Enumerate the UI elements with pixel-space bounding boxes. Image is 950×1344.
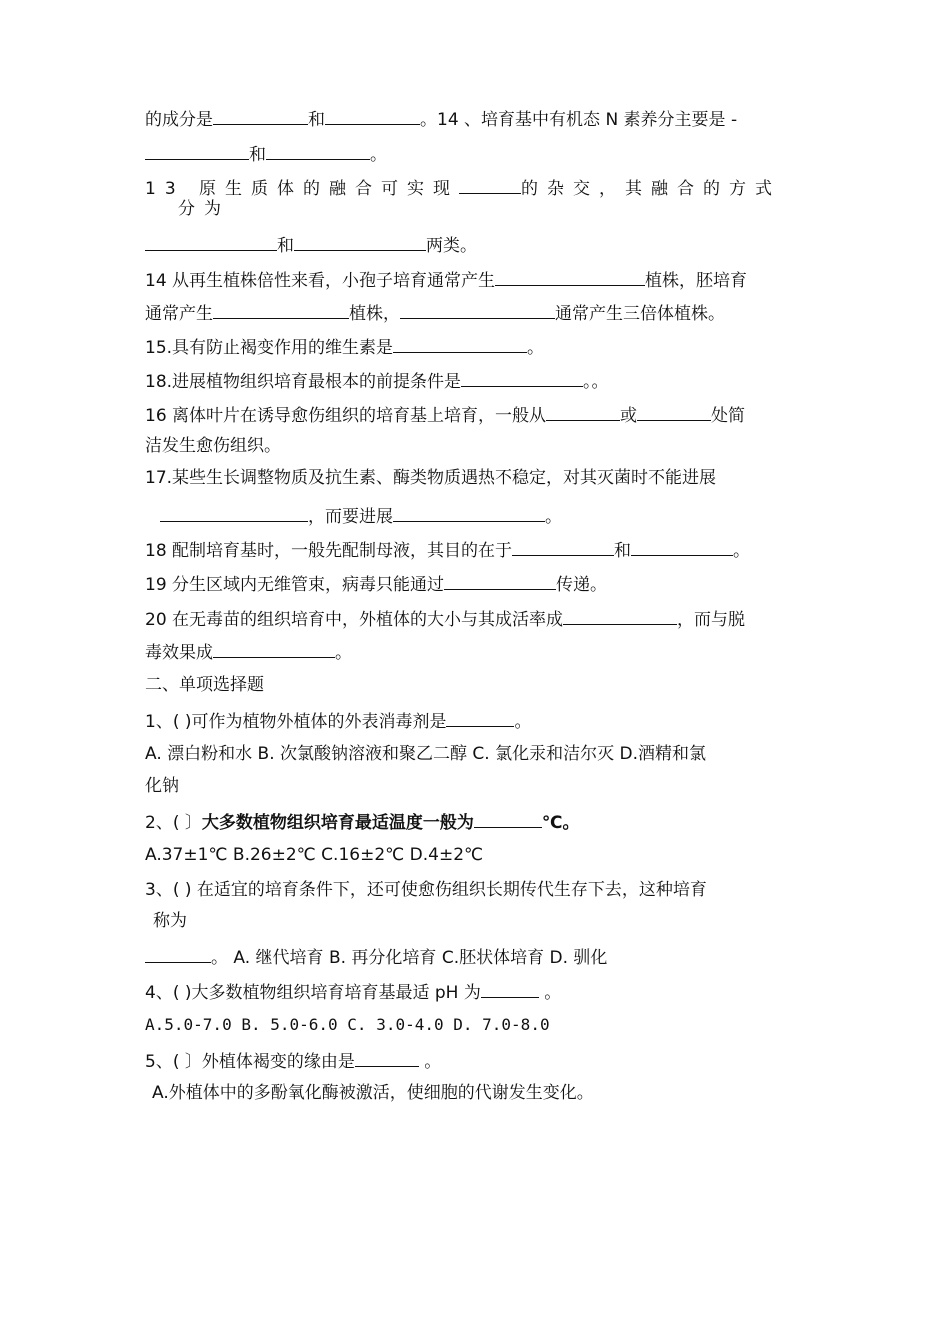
answer-blank — [294, 232, 426, 251]
question — [145, 944, 607, 969]
question — [145, 708, 531, 733]
text-line — [145, 537, 750, 562]
answer-blank — [145, 141, 249, 160]
text-line — [145, 368, 609, 393]
text: 和 — [277, 236, 294, 256]
text: 植株， — [349, 304, 400, 324]
text: 13 原生质体的融合可实现 — [145, 179, 460, 199]
text: 。 — [538, 983, 562, 1003]
text: A.5.0-7.0 B. 5.0-6.0 C. 3.0-4.0 D. 7.0-8.0 — [145, 1015, 550, 1034]
section-heading — [145, 674, 264, 696]
text: 的成分是 — [145, 110, 213, 130]
options — [145, 844, 483, 866]
text: 和 — [249, 145, 266, 165]
text: 和 — [308, 110, 325, 130]
text: 20 在无毒苗的组织培育中，外植体的大小与其成活率成 — [145, 610, 564, 630]
text-line — [145, 106, 737, 131]
answer-blank — [355, 1048, 419, 1067]
text: ，而要进展 — [308, 507, 393, 527]
text: 15.具有防止褐变作用的维生素是 — [145, 338, 394, 358]
text: 二、单项选择题 — [145, 675, 264, 695]
text: 4、( )大多数植物组织培育培育基最适 pH 为 — [145, 983, 481, 1003]
text: 。 — [335, 643, 352, 663]
options — [145, 743, 706, 765]
text: 和 — [614, 541, 632, 561]
text-line — [145, 267, 747, 292]
question — [153, 910, 187, 932]
answer-blank — [160, 503, 308, 522]
text-line — [145, 571, 607, 596]
answer-blank — [325, 106, 420, 125]
answer-blank — [393, 334, 527, 353]
text-line — [145, 435, 281, 457]
answer-blank — [145, 232, 277, 251]
options — [145, 775, 179, 797]
text-line — [145, 232, 477, 257]
text: 通常产生 — [145, 304, 213, 324]
text: 。 — [514, 712, 532, 732]
text: 5、( 〕外植体褐变的缘由是 — [145, 1052, 355, 1072]
text: 通常产生三倍体植株。 — [555, 304, 725, 324]
answer-blank — [512, 537, 614, 556]
text: 。 A. 继代培育 B. 再分化培育 C.胚状体培育 D. 驯化 — [211, 948, 608, 968]
text: 3、( ) 在适宜的培育条件下，还可使愈伤组织长期传代生存下去，这种培育 — [145, 880, 707, 900]
text: 。 — [370, 145, 387, 165]
answer-blank — [481, 979, 539, 998]
text-line — [145, 402, 745, 427]
text: 14 从再生植株倍性来看，小孢子培育通常产生 — [145, 271, 496, 291]
text: 2、( 〕 — [145, 813, 202, 833]
text: 。 — [418, 1052, 442, 1072]
text: 大多数植物组织培育最适温度一般为 — [201, 813, 474, 833]
answer-blank — [400, 300, 555, 319]
text: ，而与脱 — [677, 610, 746, 630]
text: 。 — [527, 338, 545, 358]
answer-blank — [393, 503, 545, 522]
text: 两类。 — [426, 236, 477, 256]
text: 。 — [545, 507, 562, 527]
text: A.37±1℃ B.26±2℃ C.16±2℃ D.4±2℃ — [145, 845, 484, 865]
text-line — [145, 467, 716, 489]
text: 植株，胚培育 — [645, 271, 748, 291]
answer-blank — [637, 402, 711, 421]
text-line — [145, 175, 781, 200]
text: 毒效果成 — [145, 643, 213, 663]
question — [145, 1048, 441, 1073]
answer-blank — [213, 300, 349, 319]
answer-blank — [631, 537, 733, 556]
text: A.外植体中的多酚氧化酶被激活，使细胞的代谢发生变化。 — [152, 1083, 594, 1103]
text: 。14 、培育基中有机态 N 素养分主要是 - — [420, 110, 738, 130]
text: 19 分生区域内无维管束，病毒只能通过 — [145, 575, 445, 595]
text: 的杂交，其融合的方式 — [521, 179, 782, 199]
question — [145, 809, 579, 834]
answer-blank — [213, 639, 335, 658]
text-line — [145, 334, 544, 359]
question — [145, 879, 707, 901]
text-line — [145, 606, 745, 631]
answer-blank — [459, 175, 521, 194]
text: 18 配制培育基时，一般先配制母液，其目的在于 — [145, 541, 513, 561]
answer-blank — [563, 606, 677, 625]
text: 传递。 — [556, 575, 608, 595]
question — [145, 979, 561, 1004]
text: 称为 — [153, 911, 187, 931]
text: 处简 — [711, 406, 746, 426]
answer-blank — [495, 267, 645, 286]
answer-blank — [145, 944, 211, 963]
text-line — [160, 503, 562, 528]
answer-blank — [266, 141, 370, 160]
text: 。。 — [583, 372, 609, 392]
answer-blank — [446, 708, 514, 727]
text-line — [145, 300, 725, 325]
text: 18.进展植物组织培育最根本的前提条件是 — [145, 372, 462, 392]
answer-blank — [444, 571, 556, 590]
text-line — [178, 198, 230, 220]
text: ℃。 — [541, 813, 580, 833]
text: 17.某些生长调整物质及抗生素、酶类物质遇热不稳定，对其灭菌时不能进展 — [145, 468, 717, 488]
text: 1、( )可作为植物外植体的外表消毒剂是 — [145, 712, 447, 732]
text-line — [145, 141, 387, 166]
text: 或 — [620, 406, 638, 426]
options — [152, 1082, 594, 1104]
answer-blank — [213, 106, 308, 125]
text: 16 离体叶片在诱导愈伤组织的培育基上培育，一般从 — [145, 406, 547, 426]
text: A. 漂白粉和水 B. 次氯酸钠溶液和聚乙二醇 C. 氯化汞和洁尔灭 D.酒精和氯 — [145, 744, 706, 764]
text: 洁发生愈伤组织。 — [145, 436, 281, 456]
answer-blank — [546, 402, 620, 421]
text: 化钠 — [145, 776, 179, 796]
text: 分为 — [178, 199, 230, 219]
answer-blank — [474, 809, 542, 828]
text-line — [145, 639, 352, 664]
options — [145, 1014, 550, 1036]
answer-blank — [461, 368, 583, 387]
text: 。 — [733, 541, 751, 561]
